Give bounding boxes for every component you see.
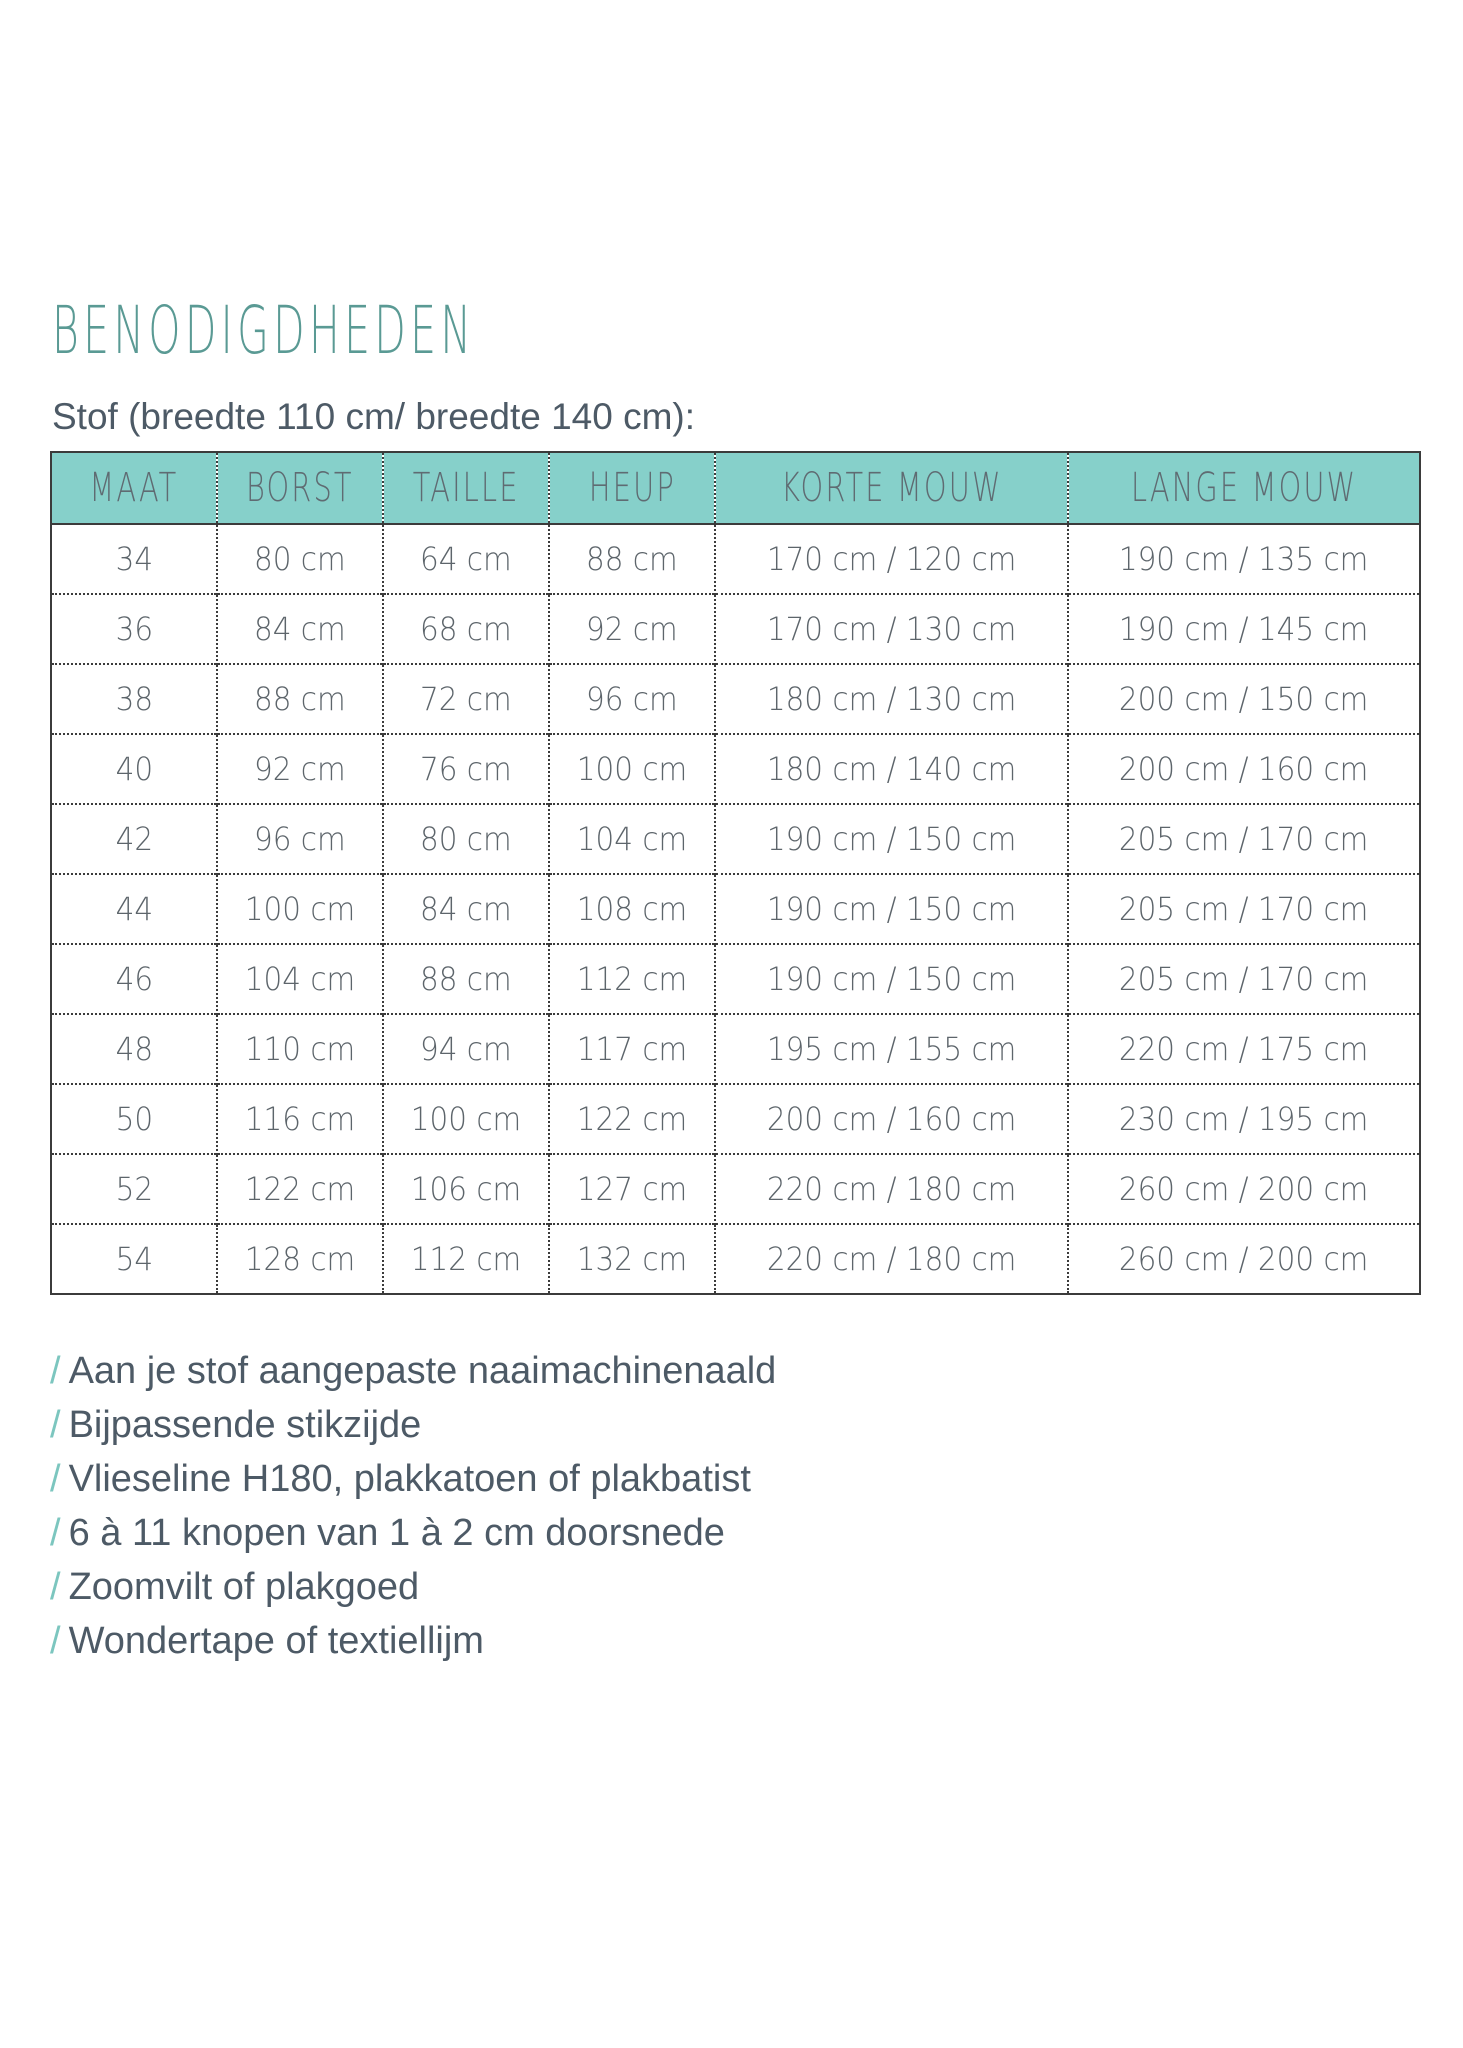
- table-cell: [217, 874, 383, 944]
- cell-value: 116 cm: [244, 1100, 356, 1138]
- table-cell: [715, 874, 1068, 944]
- table-row: [51, 1154, 1420, 1224]
- table-cell: [715, 594, 1068, 664]
- cell-value: 180 cm / 130 cm: [766, 680, 1017, 718]
- cell-value: 205 cm / 170 cm: [1119, 890, 1369, 928]
- table-cell: [1068, 1084, 1420, 1154]
- table-cell: [217, 664, 383, 734]
- cell-value: 92 cm: [586, 610, 678, 648]
- cell-value: 40: [115, 750, 153, 788]
- cell-value: 200 cm / 160 cm: [1119, 750, 1369, 788]
- slash-bullet-icon: /: [50, 1458, 61, 1500]
- table-cell: [383, 1084, 549, 1154]
- cell-value: 190 cm / 145 cm: [1119, 610, 1369, 648]
- table-cell: [1068, 664, 1420, 734]
- table-cell: [51, 664, 217, 734]
- cell-value: 190 cm / 135 cm: [1119, 540, 1369, 578]
- table-cell: [715, 804, 1068, 874]
- cell-value: 38: [115, 680, 153, 718]
- cell-value: 36: [115, 610, 153, 648]
- list-item: [50, 1506, 776, 1560]
- table-cell: [217, 524, 383, 594]
- table-cell: [715, 1014, 1068, 1084]
- table-cell: [715, 1224, 1068, 1294]
- table-cell: [549, 944, 715, 1014]
- table-cell: [217, 804, 383, 874]
- cell-value: 48: [115, 1030, 153, 1068]
- cell-value: 122 cm: [576, 1100, 688, 1138]
- cell-value: 110 cm: [244, 1030, 356, 1068]
- cell-value: 72 cm: [420, 680, 512, 718]
- cell-value: 44: [115, 890, 153, 928]
- cell-value: 230 cm / 195 cm: [1119, 1100, 1369, 1138]
- table-cell: [51, 1154, 217, 1224]
- table-row: [51, 1014, 1420, 1084]
- cell-value: 260 cm / 200 cm: [1119, 1240, 1369, 1278]
- table-cell: [1068, 594, 1420, 664]
- table-cell: [51, 944, 217, 1014]
- cell-value: 220 cm / 180 cm: [766, 1240, 1017, 1278]
- table-cell: [549, 524, 715, 594]
- table-row: [51, 594, 1420, 664]
- header-korte-mouw: [715, 452, 1068, 524]
- cell-value: 205 cm / 170 cm: [1119, 960, 1369, 998]
- table-cell: [549, 874, 715, 944]
- table-cell: [549, 594, 715, 664]
- cell-value: 122 cm: [244, 1170, 356, 1208]
- cell-value: 88 cm: [254, 680, 346, 718]
- table-cell: [1068, 874, 1420, 944]
- column-header-label: HEUP: [588, 465, 676, 511]
- cell-value: 205 cm / 170 cm: [1119, 820, 1369, 858]
- header-lange-mouw: [1068, 452, 1420, 524]
- cell-value: 100 cm: [410, 1100, 522, 1138]
- cell-value: 104 cm: [576, 820, 688, 858]
- page-title: BENODIGDHEDEN: [52, 292, 476, 369]
- column-header-label: TAILLE: [412, 465, 520, 511]
- table-cell: [383, 944, 549, 1014]
- header-maat: [51, 452, 217, 524]
- table-cell: [383, 804, 549, 874]
- table-cell: [217, 734, 383, 804]
- header-row: [51, 452, 1420, 524]
- list-item: [50, 1614, 776, 1668]
- table-cell: [1068, 734, 1420, 804]
- table-cell: [549, 734, 715, 804]
- list-item: [50, 1398, 776, 1452]
- header-heup: [549, 452, 715, 524]
- cell-value: 117 cm: [576, 1030, 688, 1068]
- table-cell: [51, 1224, 217, 1294]
- table-cell: [715, 1084, 1068, 1154]
- table-cell: [715, 944, 1068, 1014]
- cell-value: 112 cm: [576, 960, 688, 998]
- cell-value: 220 cm / 180 cm: [766, 1170, 1017, 1208]
- slash-bullet-icon: /: [50, 1350, 61, 1392]
- cell-value: 42: [115, 820, 153, 858]
- table-cell: [383, 1154, 549, 1224]
- table-cell: [1068, 524, 1420, 594]
- cell-value: 128 cm: [244, 1240, 356, 1278]
- slash-bullet-icon: /: [50, 1512, 61, 1554]
- cell-value: 220 cm / 175 cm: [1119, 1030, 1369, 1068]
- slash-bullet-icon: /: [50, 1566, 61, 1608]
- table-row: [51, 734, 1420, 804]
- slash-bullet-icon: /: [50, 1404, 61, 1446]
- table-cell: [1068, 1154, 1420, 1224]
- list-item: [50, 1452, 776, 1506]
- size-table-body: [51, 524, 1420, 1294]
- table-cell: [51, 734, 217, 804]
- table-cell: [51, 1014, 217, 1084]
- list-item-label: Zoomvilt of plakgoed: [68, 1566, 420, 1608]
- cell-value: 96 cm: [254, 820, 346, 858]
- list-item-label: Bijpassende stikzijde: [68, 1404, 422, 1446]
- cell-value: 108 cm: [576, 890, 688, 928]
- cell-value: 76 cm: [420, 750, 512, 788]
- cell-value: 68 cm: [420, 610, 512, 648]
- table-cell: [549, 1084, 715, 1154]
- table-cell: [1068, 1224, 1420, 1294]
- table-cell: [217, 1154, 383, 1224]
- cell-value: 190 cm / 150 cm: [766, 890, 1017, 928]
- cell-value: 80 cm: [254, 540, 346, 578]
- table-row: [51, 1084, 1420, 1154]
- table-cell: [383, 594, 549, 664]
- column-header-label: KORTE MOUW: [780, 465, 1003, 511]
- cell-value: 170 cm / 120 cm: [766, 540, 1017, 578]
- cell-value: 170 cm / 130 cm: [766, 610, 1017, 648]
- table-cell: [51, 874, 217, 944]
- table-cell: [217, 1084, 383, 1154]
- cell-value: 106 cm: [410, 1170, 522, 1208]
- header-taille: [383, 452, 549, 524]
- cell-value: 94 cm: [420, 1030, 512, 1068]
- table-cell: [217, 1014, 383, 1084]
- table-cell: [51, 804, 217, 874]
- cell-value: 100 cm: [576, 750, 688, 788]
- table-cell: [383, 874, 549, 944]
- cell-value: 84 cm: [420, 890, 512, 928]
- cell-value: 180 cm / 140 cm: [766, 750, 1017, 788]
- list-item: [50, 1560, 776, 1614]
- table-row: [51, 874, 1420, 944]
- table-cell: [549, 1154, 715, 1224]
- cell-value: 112 cm: [410, 1240, 522, 1278]
- cell-value: 132 cm: [576, 1240, 688, 1278]
- column-header-label: MAAT: [89, 465, 179, 511]
- slash-bullet-icon: /: [50, 1620, 61, 1662]
- size-table-header: [51, 452, 1420, 524]
- table-cell: [549, 664, 715, 734]
- list-item: [50, 1344, 776, 1398]
- cell-value: 50: [115, 1100, 153, 1138]
- table-cell: [383, 664, 549, 734]
- cell-value: 104 cm: [244, 960, 356, 998]
- table-cell: [1068, 1014, 1420, 1084]
- table-cell: [383, 734, 549, 804]
- table-cell: [715, 664, 1068, 734]
- cell-value: 190 cm / 150 cm: [766, 960, 1017, 998]
- table-cell: [549, 1014, 715, 1084]
- cell-value: 200 cm / 160 cm: [766, 1100, 1017, 1138]
- cell-value: 195 cm / 155 cm: [766, 1030, 1017, 1068]
- table-cell: [549, 804, 715, 874]
- table-cell: [715, 524, 1068, 594]
- table-row: [51, 804, 1420, 874]
- supplies-list: [50, 1344, 776, 1668]
- table-row: [51, 524, 1420, 594]
- cell-value: 34: [115, 540, 153, 578]
- fabric-width-label: Stof (breedte 110 cm/ breedte 140 cm):: [52, 396, 696, 437]
- table-cell: [1068, 804, 1420, 874]
- list-item-label: 6 à 11 knopen van 1 à 2 cm doorsnede: [68, 1512, 725, 1554]
- cell-value: 54: [115, 1240, 153, 1278]
- cell-value: 52: [115, 1170, 153, 1208]
- cell-value: 46: [115, 960, 153, 998]
- cell-value: 88 cm: [586, 540, 678, 578]
- table-cell: [51, 594, 217, 664]
- cell-value: 127 cm: [576, 1170, 688, 1208]
- table-cell: [217, 594, 383, 664]
- cell-value: 96 cm: [586, 680, 678, 718]
- cell-value: 92 cm: [254, 750, 346, 788]
- table-cell: [715, 1154, 1068, 1224]
- table-cell: [383, 1014, 549, 1084]
- table-cell: [217, 1224, 383, 1294]
- table-cell: [1068, 944, 1420, 1014]
- cell-value: 200 cm / 150 cm: [1119, 680, 1369, 718]
- table-cell: [715, 734, 1068, 804]
- list-item-label: Vlieseline H180, plakkatoen of plakbatist: [68, 1458, 751, 1500]
- cell-value: 100 cm: [244, 890, 356, 928]
- cell-value: 260 cm / 200 cm: [1119, 1170, 1369, 1208]
- table-row: [51, 664, 1420, 734]
- column-header-label: BORST: [246, 465, 354, 511]
- cell-value: 64 cm: [420, 540, 512, 578]
- cell-value: 190 cm / 150 cm: [766, 820, 1017, 858]
- table-cell: [51, 524, 217, 594]
- header-borst: [217, 452, 383, 524]
- table-cell: [217, 944, 383, 1014]
- table-cell: [51, 1084, 217, 1154]
- cell-value: 88 cm: [420, 960, 512, 998]
- table-cell: [383, 1224, 549, 1294]
- column-header-label: LANGE MOUW: [1130, 465, 1358, 511]
- table-row: [51, 1224, 1420, 1294]
- list-item-label: Aan je stof aangepaste naaimachinenaald: [68, 1350, 777, 1392]
- table-row: [51, 944, 1420, 1014]
- table-cell: [383, 524, 549, 594]
- table-cell: [549, 1224, 715, 1294]
- size-table: [50, 451, 1421, 1295]
- list-item-label: Wondertape of textiellijm: [68, 1620, 484, 1662]
- cell-value: 80 cm: [420, 820, 512, 858]
- cell-value: 84 cm: [254, 610, 346, 648]
